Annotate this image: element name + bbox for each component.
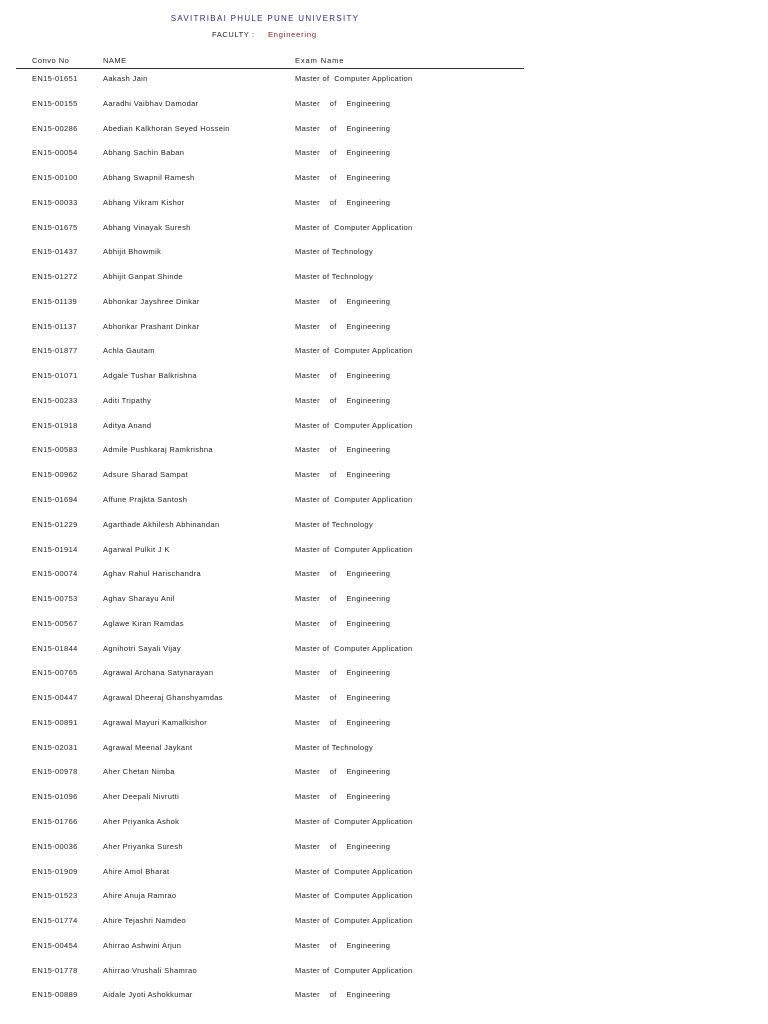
exam-name: Master of Engineering <box>295 98 391 108</box>
faculty-value: Engineering <box>268 30 317 39</box>
convo-number: EN15-01523 <box>32 891 78 901</box>
exam-name: Master of Engineering <box>295 445 391 455</box>
exam-name: Master of Computer Application <box>295 495 413 505</box>
convo-number: EN15-01139 <box>32 296 78 306</box>
exam-name: Master of Engineering <box>295 296 391 306</box>
table-row <box>0 716 768 741</box>
exam-name: Master of Technology <box>295 742 374 752</box>
table-row <box>0 988 768 1013</box>
convo-number: EN15-01229 <box>32 519 78 529</box>
table-row <box>0 245 768 270</box>
convo-number: EN15-01137 <box>32 321 78 331</box>
exam-name: Master of Engineering <box>295 990 391 1000</box>
table-row <box>0 320 768 345</box>
exam-name: Master of Computer Application <box>295 346 413 356</box>
header-divider <box>16 68 524 69</box>
student-name: Agnihotri Sayali Vijay <box>103 643 182 653</box>
table-row <box>0 765 768 790</box>
convo-number: EN15-01914 <box>32 544 78 554</box>
convo-number: EN15-01651 <box>32 74 78 83</box>
student-name: Aakash Jain <box>103 74 148 83</box>
exam-name: Master of Engineering <box>295 717 391 727</box>
student-name: Ahire Tejashri Namdeo <box>103 916 187 926</box>
student-name: Aidale Jyoti Ashokkumar <box>103 990 193 1000</box>
convo-number: EN15-01778 <box>32 965 78 975</box>
convo-number: EN15-00765 <box>32 668 78 678</box>
exam-name: Master of Engineering <box>295 693 391 703</box>
exam-name: Master of Computer Application <box>295 420 413 430</box>
table-row <box>0 889 768 914</box>
table-row <box>0 815 768 840</box>
table-row <box>0 567 768 592</box>
exam-name: Master of Engineering <box>295 940 391 950</box>
student-name: Achla Gautam <box>103 346 155 356</box>
convo-number: EN15-00567 <box>32 618 78 628</box>
exam-name: Master of Engineering <box>295 123 391 133</box>
student-name: Abhijit Bhowmik <box>103 247 162 257</box>
table-row <box>0 741 768 766</box>
table-header <box>0 56 768 66</box>
table-row <box>0 122 768 147</box>
convo-number: EN15-00100 <box>32 173 78 183</box>
exam-name: Master of Engineering <box>295 197 391 207</box>
student-name: Aher Priyanka Ashok <box>103 816 180 826</box>
convo-number: EN15-01844 <box>32 643 78 653</box>
table-row <box>0 939 768 964</box>
convo-number: EN15-00447 <box>32 693 78 703</box>
convo-number: EN15-01272 <box>32 272 78 282</box>
exam-name: Master of Technology <box>295 247 374 257</box>
student-name: Aditi Tripathy <box>103 395 152 405</box>
convo-number: EN15-01774 <box>32 916 78 926</box>
convo-number: EN15-00583 <box>32 445 78 455</box>
student-name: Aaradhi Vaibhav Damodar <box>103 98 199 108</box>
student-name: Abhonkar Jayshree Dinkar <box>103 296 200 306</box>
convo-number: EN15-01909 <box>32 866 78 876</box>
student-name: Agrawal Dheeraj Ghanshyamdas <box>103 693 223 703</box>
exam-name: Master of Engineering <box>295 668 391 678</box>
student-name: Abhang Vikram Kishor <box>103 197 185 207</box>
table-row <box>0 171 768 196</box>
exam-name: Master of Engineering <box>295 173 391 183</box>
student-name: Agrawal Meenal Jaykant <box>103 742 193 752</box>
student-name: Abhijit Ganpat Shinde <box>103 272 183 282</box>
exam-name: Master of Computer Application <box>295 816 413 826</box>
exam-name: Master of Engineering <box>295 792 391 802</box>
student-name: Admile Pushkaraj Ramkrishna <box>103 445 213 455</box>
convo-number: EN15-01675 <box>32 222 78 232</box>
student-name: Aher Deepali Nivrutti <box>103 792 180 802</box>
exam-name: Master of Technology <box>295 519 374 529</box>
student-name: Affune Prajkta Santosh <box>103 495 188 505</box>
convo-number: EN15-01766 <box>32 816 78 826</box>
student-name: Ahirrao Ashwini Arjun <box>103 940 182 950</box>
table-row <box>0 543 768 568</box>
exam-name: Master of Engineering <box>295 594 391 604</box>
convo-number: EN15-00454 <box>32 940 78 950</box>
exam-name: Master of Computer Application <box>295 544 413 554</box>
student-name: Agrawal Archana Satynarayan <box>103 668 214 678</box>
table-row <box>0 691 768 716</box>
exam-name: Master of Computer Application <box>295 965 413 975</box>
student-name: Ahire Anuja Ramrao <box>103 891 177 901</box>
table-row <box>0 443 768 468</box>
table-row <box>0 666 768 691</box>
table-row <box>0 344 768 369</box>
table-row <box>0 914 768 939</box>
table-row <box>0 394 768 419</box>
exam-name: Master of Computer Application <box>295 643 413 653</box>
table-row <box>0 419 768 444</box>
column-header-convo: Convo No <box>32 56 70 65</box>
student-name: Abhang Sachin Baban <box>103 148 185 158</box>
exam-name: Master of Computer Application <box>295 74 413 83</box>
exam-name: Master of Computer Application <box>295 891 413 901</box>
exam-name: Master of Engineering <box>295 767 391 777</box>
convo-number: EN15-01918 <box>32 420 78 430</box>
student-name: Agrawal Mayuri Kamalkishor <box>103 717 208 727</box>
convo-number: EN15-00233 <box>32 395 78 405</box>
table-row <box>0 790 768 815</box>
table-row <box>0 642 768 667</box>
table-row <box>0 840 768 865</box>
exam-name: Master of Engineering <box>295 395 391 405</box>
convo-number: EN15-00891 <box>32 717 78 727</box>
table-row <box>0 518 768 543</box>
university-title: SAVITRIBAI PHULE PUNE UNIVERSITY <box>170 14 360 23</box>
convo-number: EN15-00753 <box>32 594 78 604</box>
convo-number: EN15-00033 <box>32 197 78 207</box>
convo-number: EN15-00074 <box>32 569 78 579</box>
student-name: Aher Chetan Nimba <box>103 767 175 777</box>
exam-name: Master of Engineering <box>295 470 391 480</box>
student-name: Aher Priyanka Suresh <box>103 841 183 851</box>
exam-name: Master of Computer Application <box>295 866 413 876</box>
student-name: Adgale Tushar Balkrishna <box>103 371 197 381</box>
table-row <box>0 617 768 642</box>
table-body <box>0 72 768 1013</box>
exam-name: Master of Computer Application <box>295 916 413 926</box>
table-row <box>0 468 768 493</box>
convo-number: EN15-01096 <box>32 792 78 802</box>
student-name: Abhonkar Prashant Dinkar <box>103 321 200 331</box>
column-header-exam: Exam Name <box>295 56 345 65</box>
column-header-name: NAME <box>103 56 127 65</box>
table-row <box>0 72 768 97</box>
exam-name: Master of Engineering <box>295 618 391 628</box>
convo-number: EN15-00036 <box>32 841 78 851</box>
convo-number: EN15-00155 <box>32 98 78 108</box>
table-row <box>0 964 768 989</box>
exam-name: Master of Engineering <box>295 569 391 579</box>
table-row <box>0 369 768 394</box>
convo-number: EN15-00889 <box>32 990 78 1000</box>
convo-number: EN15-00978 <box>32 767 78 777</box>
table-row <box>0 146 768 171</box>
convo-number: EN15-01071 <box>32 371 78 381</box>
student-name: Abhang Swapnil Ramesh <box>103 173 195 183</box>
student-name: Ahire Amol Bharat <box>103 866 170 876</box>
table-row <box>0 270 768 295</box>
exam-name: Master of Computer Application <box>295 222 413 232</box>
student-name: Abhang Vinayak Suresh <box>103 222 191 232</box>
exam-name: Master of Engineering <box>295 841 391 851</box>
student-name: Ahirrao Vrushali Shamrao <box>103 965 197 975</box>
student-name: Abedian Kalkhoran Seyed Hossein <box>103 123 230 133</box>
convo-number: EN15-00286 <box>32 123 78 133</box>
table-row <box>0 295 768 320</box>
student-name: Adsure Sharad Sampat <box>103 470 188 480</box>
convo-number: EN15-00054 <box>32 148 78 158</box>
table-row <box>0 865 768 890</box>
table-row <box>0 196 768 221</box>
exam-name: Master of Technology <box>295 272 374 282</box>
convo-number: EN15-00962 <box>32 470 78 480</box>
student-name: Agarthade Akhilesh Abhinandan <box>103 519 220 529</box>
faculty-line <box>212 30 317 39</box>
student-name: Aditya Anand <box>103 420 152 430</box>
exam-name: Master of Engineering <box>295 371 391 381</box>
table-row <box>0 493 768 518</box>
exam-name: Master of Engineering <box>295 321 391 331</box>
student-name: Agarwal Pulkit J K <box>103 544 170 554</box>
exam-name: Master of Engineering <box>295 148 391 158</box>
table-row <box>0 592 768 617</box>
convo-number: EN15-01437 <box>32 247 78 257</box>
student-name: Aghav Rahul Harischandra <box>103 569 202 579</box>
convo-number: EN15-01694 <box>32 495 78 505</box>
table-row <box>0 221 768 246</box>
convo-number: EN15-02031 <box>32 742 78 752</box>
student-name: Aglawe Kiran Ramdas <box>103 618 184 628</box>
student-name: Aghav Sharayu Anil <box>103 594 175 604</box>
table-row <box>0 97 768 122</box>
faculty-label: FACULTY : <box>212 30 255 39</box>
convo-number: EN15-01877 <box>32 346 78 356</box>
